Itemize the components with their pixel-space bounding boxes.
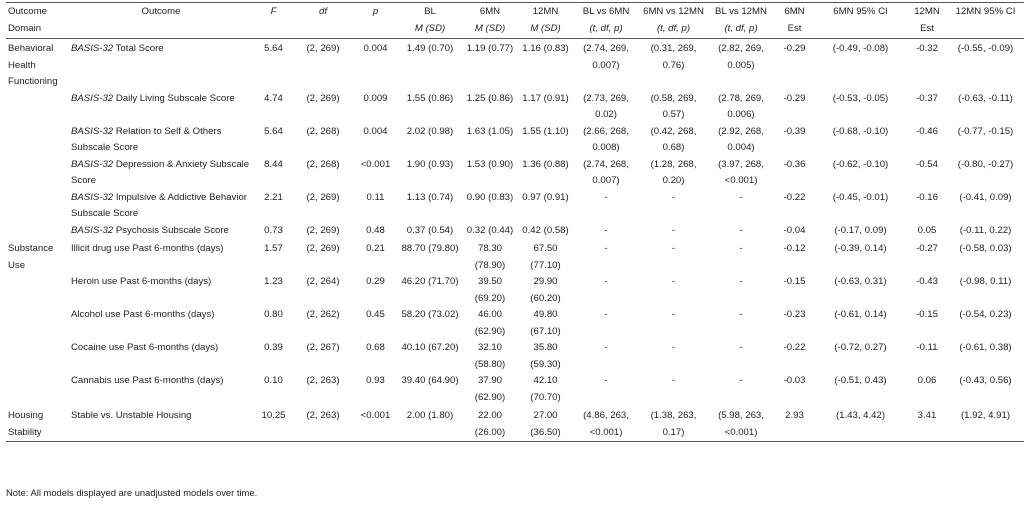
12mn-ci-cell: (-0.11, 0.22) [959, 224, 1012, 236]
bl-mean-sd-cell: 88.70 (79.80) [401, 243, 459, 254]
6mn-vs-12mn-test-cell: - [671, 224, 676, 236]
table-row [6, 124, 1024, 157]
outcome-label: Impulsive & Addictive Behavior Subscale Score [71, 191, 247, 219]
6mn-estimate-cell: -0.29 [783, 43, 806, 54]
6mn-estimate-cell: -0.15 [783, 276, 806, 287]
outcome-cell [69, 223, 253, 240]
header-bl-vs-12mn-label: BL vs 12MN [715, 6, 767, 17]
6mn-ci-cell: (-0.63, 0.31) [834, 276, 887, 287]
f-value-cell: 1.57 [264, 243, 283, 254]
6mn-estimate-cell: -0.22 [783, 342, 806, 353]
12mn-mean-sd-cell: 1.16 (0.83) [522, 43, 569, 54]
outcome-label: Illicit drug use Past 6-months (days) [71, 243, 224, 254]
table-note: Note: All models displayed are unadjusted models over time. [6, 487, 258, 498]
f-value-cell: 8.44 [264, 158, 283, 170]
12mn-estimate-cell: -0.37 [916, 92, 938, 104]
table-row [6, 274, 1024, 307]
header-6mn [461, 3, 519, 39]
table-row [6, 340, 1024, 373]
header-df: df [318, 6, 327, 17]
header-6mn-ci: 6MN 95% CI [833, 6, 888, 17]
header-bl-vs-12mn-sub: (t, df, p) [724, 22, 758, 34]
outcome-instrument-prefix: BASIS-32 [71, 158, 114, 170]
6mn-estimate-cell: -0.03 [783, 375, 806, 386]
bl-vs-6mn-test-cell: - [604, 191, 608, 203]
12mn-ci-cell: (-0.63, -0.11) [958, 92, 1013, 104]
outcome-domain-cell [6, 157, 69, 190]
outcome-domain-cell [6, 307, 69, 340]
df-value-cell: (2, 269) [306, 43, 340, 54]
f-value-cell: 10.25 [261, 410, 286, 421]
header-bl-sub: M (SD) [414, 22, 446, 34]
6mn-mean-sd-cell: 37.90 (62.90) [474, 375, 506, 403]
6mn-mean-sd-cell: 0.32 (0.44) [466, 224, 514, 236]
bl-vs-12mn-test-cell: - [739, 276, 743, 287]
df-value-cell: (2, 269) [306, 191, 340, 203]
6mn-ci-cell: (-0.45, -0.01) [832, 191, 889, 203]
6mn-ci-cell: (-0.53, -0.05) [832, 92, 889, 104]
12mn-estimate-cell: 0.06 [917, 375, 937, 386]
p-value-cell: 0.21 [366, 243, 385, 254]
6mn-ci-cell: (-0.68, -0.10) [832, 125, 889, 137]
outcome-label: Heroin use Past 6-months (days) [71, 276, 212, 287]
outcome-cell [69, 373, 253, 406]
6mn-mean-sd-cell: 1.63 (1.05) [466, 125, 514, 137]
12mn-ci-cell: (-0.61, 0.38) [959, 342, 1012, 353]
p-value-cell: 0.93 [366, 375, 385, 386]
outcome-label: Depression & Anxiety Subscale Score [71, 158, 250, 186]
f-value-cell: 5.64 [264, 43, 283, 54]
table-row [6, 91, 1024, 124]
header-bl-vs-12mn [707, 3, 775, 39]
6mn-ci-cell: (-0.49, -0.08) [832, 43, 889, 54]
table-row [6, 223, 1024, 240]
header-12mn-label: 12MN [532, 6, 559, 17]
outcome-domain-cell: Substance Use [8, 243, 54, 271]
12mn-estimate-cell: 3.41 [917, 410, 937, 421]
header-bl [399, 3, 461, 39]
bl-mean-sd-cell: 40.10 (67.20) [401, 342, 459, 353]
12mn-estimate-cell: -0.32 [916, 43, 938, 54]
p-value-cell: 0.004 [363, 125, 388, 137]
outcome-label: Daily Living Subscale Score [115, 92, 235, 104]
bl-vs-12mn-test-cell: - [739, 342, 743, 353]
header-bl-vs-6mn [572, 3, 640, 39]
p-value-cell: 0.11 [366, 191, 385, 203]
outcome-label: Psychosis Subscale Score [115, 224, 229, 236]
6mn-vs-12mn-test-cell: (1.38, 263, 0.17) [650, 410, 697, 438]
6mn-ci-cell: (-0.61, 0.14) [834, 309, 887, 320]
12mn-ci-cell: (-0.80, -0.27) [957, 158, 1014, 170]
outcome-label: Alcohol use Past 6-months (days) [71, 309, 215, 320]
bl-vs-12mn-test-cell: (5.98, 263, <0.001) [718, 410, 764, 438]
bl-vs-6mn-test-cell: - [604, 224, 608, 236]
6mn-ci-cell: (1.43, 4.42) [835, 410, 886, 421]
outcome-cell [69, 190, 253, 223]
bl-vs-12mn-test-cell: (2.78, 269, 0.006) [718, 92, 764, 120]
6mn-vs-12mn-test-cell: (0.42, 268, 0.68) [650, 125, 697, 153]
12mn-mean-sd-cell: 42.10 (70.70) [530, 375, 561, 403]
header-f: F [270, 6, 277, 17]
header-bl-label: BL [424, 6, 436, 17]
f-value-cell: 0.10 [264, 375, 283, 386]
outcome-domain-cell: Behavioral Health Functioning [8, 43, 58, 87]
f-value-cell: 5.64 [264, 125, 283, 137]
6mn-ci-cell: (-0.72, 0.27) [834, 342, 887, 353]
f-value-cell: 4.74 [264, 92, 283, 104]
6mn-mean-sd-cell: 0.90 (0.83) [466, 191, 514, 203]
bl-vs-12mn-test-cell: - [739, 309, 743, 320]
12mn-mean-sd-cell: 1.36 (0.88) [522, 158, 569, 170]
results-table [6, 2, 1024, 442]
12mn-estimate-cell: -0.16 [916, 191, 938, 203]
header-p: p [372, 6, 379, 17]
bl-vs-6mn-test-cell: (2.73, 269, 0.02) [583, 92, 629, 120]
table-row [6, 239, 1024, 274]
f-value-cell: 2.21 [264, 191, 283, 203]
12mn-ci-cell: (-0.58, 0.03) [959, 243, 1012, 254]
bl-mean-sd-cell: 1.49 (0.70) [406, 43, 454, 54]
12mn-ci-cell: (-0.77, -0.15) [957, 125, 1014, 137]
header-6mn-sub: M (SD) [474, 22, 506, 34]
12mn-mean-sd-cell: 0.97 (0.91) [522, 191, 569, 203]
outcome-instrument-prefix: BASIS-32 [71, 224, 114, 236]
outcome-domain-cell [6, 91, 69, 124]
table-header [6, 3, 1024, 39]
6mn-ci-cell: (-0.39, 0.14) [834, 243, 887, 254]
12mn-estimate-cell: -0.15 [916, 309, 938, 320]
outcome-cell [69, 39, 253, 91]
outcome-instrument-prefix: BASIS-32 [71, 191, 114, 203]
outcome-label: Cannabis use Past 6-months (days) [71, 375, 224, 386]
6mn-estimate-cell: -0.29 [783, 92, 806, 104]
bl-vs-6mn-test-cell: (4.86, 263, <0.001) [583, 410, 629, 438]
outcome-domain-cell: Housing Stability [8, 410, 44, 438]
6mn-vs-12mn-test-cell: - [671, 375, 676, 386]
12mn-ci-cell: (-0.43, 0.56) [959, 375, 1012, 386]
12mn-estimate-cell: -0.54 [916, 158, 938, 170]
6mn-vs-12mn-test-cell: - [671, 191, 676, 203]
outcome-instrument-prefix: BASIS-32 [71, 125, 114, 137]
table-row [6, 373, 1024, 406]
6mn-ci-cell: (-0.17, 0.09) [834, 224, 887, 236]
df-value-cell: (2, 269) [306, 92, 340, 104]
table-row [6, 157, 1024, 190]
6mn-mean-sd-cell: 22.00 (26.00) [474, 410, 506, 438]
6mn-vs-12mn-test-cell: (0.31, 269, 0.76) [650, 43, 697, 71]
table-row [6, 307, 1024, 340]
bl-vs-12mn-test-cell: - [739, 191, 743, 203]
6mn-mean-sd-cell: 1.53 (0.90) [466, 158, 514, 170]
12mn-ci-cell: (-0.41, 0.09) [959, 191, 1012, 203]
header-domain: Outcome Domain [8, 6, 47, 34]
df-value-cell: (2, 269) [306, 243, 340, 254]
df-value-cell: (2, 263) [306, 375, 340, 386]
outcome-domain-cell [6, 373, 69, 406]
p-value-cell: 0.004 [363, 43, 388, 54]
outcome-label: Relation to Self & Others Subscale Score [71, 125, 222, 153]
header-outcome: Outcome [141, 6, 181, 17]
df-value-cell: (2, 268) [306, 158, 340, 170]
bl-vs-6mn-test-cell: - [604, 375, 608, 386]
12mn-mean-sd-cell: 1.55 (1.10) [522, 125, 569, 137]
header-6mn-est: 6MN Est [784, 6, 805, 34]
outcome-cell [69, 239, 253, 274]
outcome-domain-cell [6, 274, 69, 307]
outcome-domain-cell [6, 190, 69, 223]
12mn-estimate-cell: -0.27 [916, 243, 938, 254]
6mn-mean-sd-cell: 46.00 (62.90) [474, 309, 506, 337]
p-value-cell: 0.45 [366, 309, 385, 320]
f-value-cell: 0.73 [264, 224, 283, 236]
12mn-estimate-cell: -0.11 [916, 342, 938, 353]
6mn-ci-cell: (-0.62, -0.10) [832, 158, 889, 170]
table-row [6, 406, 1024, 442]
header-bl-vs-6mn-label: BL vs 6MN [582, 6, 630, 17]
bl-vs-6mn-test-cell: - [604, 276, 608, 287]
6mn-estimate-cell: -0.04 [783, 224, 806, 236]
bl-mean-sd-cell: 1.90 (0.93) [406, 158, 454, 170]
6mn-vs-12mn-test-cell: - [671, 276, 676, 287]
outcome-cell [69, 307, 253, 340]
12mn-ci-cell: (-0.54, 0.23) [959, 309, 1012, 320]
6mn-ci-cell: (-0.51, 0.43) [834, 375, 887, 386]
header-12mn [519, 3, 572, 39]
6mn-mean-sd-cell: 1.19 (0.77) [466, 43, 514, 54]
bl-vs-12mn-test-cell: (3.97, 268, <0.001) [718, 158, 764, 186]
bl-vs-6mn-test-cell: (2.74, 268, 0.007) [583, 158, 629, 186]
6mn-estimate-cell: -0.39 [783, 125, 806, 137]
header-12mn-ci: 12MN 95% CI [955, 6, 1016, 17]
header-6mn-label: 6MN [479, 6, 501, 17]
12mn-estimate-cell: -0.46 [916, 125, 938, 137]
6mn-estimate-cell: -0.23 [783, 309, 806, 320]
df-value-cell: (2, 263) [306, 410, 340, 421]
bl-vs-12mn-test-cell: (2.82, 269, 0.005) [718, 43, 764, 71]
bl-mean-sd-cell: 2.00 (1.80) [406, 410, 454, 421]
outcome-label: Total Score [115, 43, 164, 54]
outcome-cell [69, 340, 253, 373]
6mn-vs-12mn-test-cell: - [671, 309, 676, 320]
6mn-mean-sd-cell: 1.25 (0.86) [466, 92, 514, 104]
p-value-cell: 0.29 [366, 276, 385, 287]
12mn-mean-sd-cell: 0.42 (0.58) [522, 224, 569, 236]
12mn-mean-sd-cell: 1.17 (0.91) [522, 92, 569, 104]
bl-vs-12mn-test-cell: - [739, 243, 743, 254]
header-6mn-vs-12mn-sub: (t, df, p) [656, 22, 691, 34]
bl-vs-6mn-test-cell: - [604, 309, 608, 320]
12mn-mean-sd-cell: 49.80 (67.10) [530, 309, 561, 337]
outcome-domain-cell [6, 124, 69, 157]
header-bl-vs-6mn-sub: (t, df, p) [589, 22, 623, 34]
header-12mn-sub: M (SD) [530, 22, 561, 34]
outcome-instrument-prefix: BASIS-32 [71, 92, 114, 104]
outcome-domain-cell [6, 223, 69, 240]
df-value-cell: (2, 262) [306, 309, 340, 320]
header-6mn-vs-12mn [640, 3, 707, 39]
6mn-mean-sd-cell: 32.10 (58.80) [474, 342, 506, 370]
df-value-cell: (2, 268) [306, 125, 340, 137]
outcome-cell [69, 124, 253, 157]
p-value-cell: <0.001 [360, 158, 391, 170]
table-row [6, 190, 1024, 223]
table-body [6, 39, 1024, 442]
6mn-vs-12mn-test-cell: (1.28, 268, 0.20) [650, 158, 697, 186]
df-value-cell: (2, 267) [306, 342, 340, 353]
6mn-vs-12mn-test-cell: - [671, 342, 676, 353]
12mn-ci-cell: (-0.98, 0.11) [959, 276, 1012, 287]
outcome-cell [69, 91, 253, 124]
6mn-estimate-cell: -0.12 [783, 243, 806, 254]
bl-mean-sd-cell: 1.13 (0.74) [406, 191, 454, 203]
outcome-domain-cell [6, 340, 69, 373]
p-value-cell: <0.001 [360, 410, 391, 421]
bl-vs-6mn-test-cell: (2.74, 269, 0.007) [583, 43, 629, 71]
header-6mn-vs-12mn-label: 6MN vs 12MN [643, 6, 704, 17]
bl-mean-sd-cell: 1.55 (0.86) [406, 92, 454, 104]
12mn-ci-cell: (-0.55, -0.09) [957, 43, 1014, 54]
bl-vs-6mn-test-cell: - [604, 342, 608, 353]
bl-vs-12mn-test-cell: - [739, 375, 743, 386]
bl-mean-sd-cell: 58.20 (73.02) [401, 309, 459, 320]
outcome-cell [69, 157, 253, 190]
bl-vs-12mn-test-cell: (2.92, 268, 0.004) [718, 125, 764, 153]
outcome-instrument-prefix: BASIS-32 [71, 43, 114, 54]
p-value-cell: 0.48 [366, 224, 385, 236]
bl-mean-sd-cell: 0.37 (0.54) [406, 224, 454, 236]
f-value-cell: 0.39 [264, 342, 283, 353]
6mn-mean-sd-cell: 39.50 (69.20) [474, 276, 506, 304]
bl-mean-sd-cell: 2.02 (0.98) [406, 125, 454, 137]
12mn-estimate-cell: -0.43 [916, 276, 938, 287]
header-12mn-est: 12MN Est [914, 6, 940, 34]
6mn-estimate-cell: -0.36 [783, 158, 806, 170]
12mn-mean-sd-cell: 67.50 (77.10) [530, 243, 561, 271]
table-row [6, 39, 1024, 91]
f-value-cell: 0.80 [264, 309, 283, 320]
bl-vs-6mn-test-cell: - [604, 243, 608, 254]
bl-vs-12mn-test-cell: - [739, 224, 743, 236]
6mn-vs-12mn-test-cell: (0.58, 269, 0.57) [650, 92, 697, 120]
p-value-cell: 0.009 [363, 92, 388, 104]
6mn-estimate-cell: 2.93 [785, 410, 804, 421]
bl-mean-sd-cell: 39.40 (64.90) [401, 375, 459, 386]
bl-vs-6mn-test-cell: (2.66, 268, 0.008) [583, 125, 629, 153]
12mn-estimate-cell: 0.05 [917, 224, 937, 236]
12mn-mean-sd-cell: 27.00 (36.50) [530, 410, 561, 438]
f-value-cell: 1.23 [264, 276, 283, 287]
df-value-cell: (2, 269) [306, 224, 340, 236]
6mn-estimate-cell: -0.22 [783, 191, 806, 203]
outcome-cell [69, 274, 253, 307]
df-value-cell: (2, 264) [306, 276, 340, 287]
12mn-mean-sd-cell: 29.90 (60.20) [530, 276, 561, 304]
bl-mean-sd-cell: 46.20 (71.70) [401, 276, 459, 287]
6mn-vs-12mn-test-cell: - [671, 243, 676, 254]
outcome-cell [69, 406, 253, 442]
12mn-mean-sd-cell: 35.80 (59.30) [530, 342, 561, 370]
outcome-label: Stable vs. Unstable Housing [71, 410, 192, 421]
p-value-cell: 0.68 [366, 342, 385, 353]
12mn-ci-cell: (1.92, 4.91) [960, 410, 1011, 421]
outcome-label: Cocaine use Past 6-months (days) [71, 342, 219, 353]
6mn-mean-sd-cell: 78.30 (78.90) [474, 243, 506, 271]
